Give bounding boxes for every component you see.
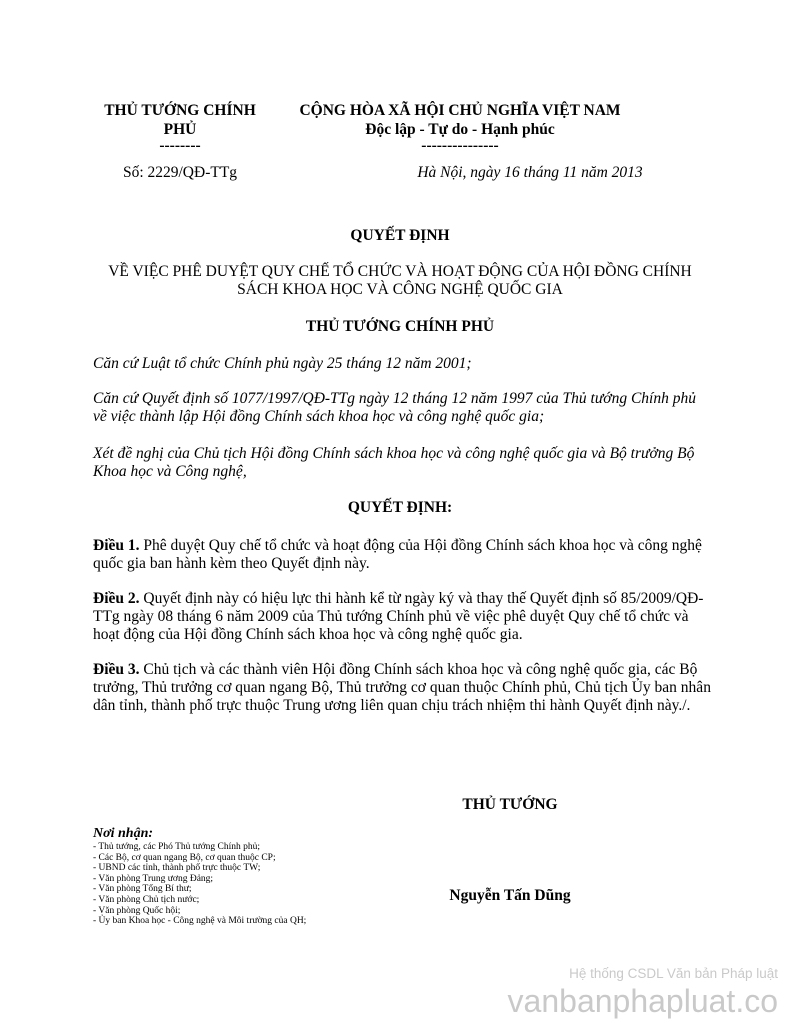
recipients-heading: Nơi nhận: (93, 826, 154, 841)
issuer-rule: -------- (159, 137, 201, 154)
nation-block (275, 101, 645, 153)
article-text: Phê duyệt Quy chế tổ chức và hoạt động của Hội đồng Chính sách khoa học và công nghệ quốc gia ban hành kèm theo Quyết định này. (93, 537, 702, 572)
article-1 (93, 537, 713, 573)
recipient-item: - Thủ tướng, các Phó Thủ tướng Chính phủ; (93, 842, 260, 852)
recipient-item: - Văn phòng Trung ương Đảng; (93, 873, 214, 884)
motto-rule: --------------- (421, 137, 499, 154)
recipient-item: - Văn phòng Chủ tịch nước; (93, 894, 200, 905)
recipient-item: - Văn phòng Tổng Bí thư; (93, 884, 192, 895)
article-label: Điều 3. (93, 661, 140, 678)
watermark-caption: Hệ thống CSDL Văn bản Pháp luật (569, 966, 778, 981)
article-text: Quyết định này có hiệu lực thi hành kể từ ngày ký và thay thế Quyết định số 85/2009/QĐ-TTg ngày 08 tháng 6 năm 2009 của Thủ tướng Chính phủ về việc phê duyệt Quy chế tổ chức và hoạt động của Hội đồng Chính sách khoa học và công nghệ quốc gia. (93, 590, 704, 643)
issuer-line-2: PHỦ (163, 121, 197, 138)
nation-name: CỘNG HÒA XÃ HỘI CHỦ NGHĨA VIỆT NAM (299, 102, 621, 119)
issuer-block (90, 101, 270, 153)
preamble-3: Xét đề nghị của Chủ tịch Hội đồng Chính sách khoa học và công nghệ quốc gia và Bộ trưởng Bộ Khoa học và Công nghệ, (93, 445, 695, 480)
recipient-item: - Các Bộ, cơ quan ngang Bộ, cơ quan thuộc CP; (93, 852, 276, 863)
issuer-line-1: THỦ TƯỚNG CHÍNH (104, 102, 256, 119)
document-type: QUYẾT ĐỊNH (350, 227, 450, 244)
preamble-1: Căn cứ Luật tổ chức Chính phủ ngày 25 tháng 12 năm 2001; (93, 355, 472, 372)
subject-line-2: SÁCH KHOA HỌC VÀ CÔNG NGHỆ QUỐC GIA (237, 281, 563, 298)
document-number: Số: 2229/QĐ-TTg (122, 164, 238, 181)
document-subject (60, 263, 740, 299)
recipient-item: - UBND các tỉnh, thành phố trực thuộc TW; (93, 863, 261, 874)
recipient-item: - Văn phòng Quốc hội; (93, 905, 181, 916)
recipients-list (93, 842, 306, 927)
subject-line-1: VỀ VIỆC PHÊ DUYỆT QUY CHẾ TỔ CHỨC VÀ HOẠT ĐỘNG CỦA HỘI ĐỒNG CHÍNH (108, 263, 692, 280)
preamble-2: Căn cứ Quyết định số 1077/1997/QĐ-TTg ngày 12 tháng 12 năm 1997 của Thủ tướng Chính phủ về việc thành lập Hội đồng Chính sách khoa học và công nghệ quốc gia; (93, 390, 696, 425)
article-3 (93, 661, 713, 715)
signer-name: Nguyễn Tấn Dũng (449, 887, 571, 904)
watermark-site: vanbanphapluat.co (507, 983, 778, 1019)
national-motto: Độc lập - Tự do - Hạnh phúc (365, 121, 555, 138)
article-label: Điều 1. (93, 537, 140, 554)
decision-heading: QUYẾT ĐỊNH: (347, 499, 453, 516)
signature-title: THỦ TƯỚNG (462, 796, 558, 813)
article-text: Chủ tịch và các thành viên Hội đồng Chính sách khoa học và công nghệ quốc gia, các Bộ trưởng, Thủ trưởng cơ quan ngang Bộ, Thủ trưởng cơ quan thuộc Chính phủ, Chủ tịch Ủy ban nhân dân tỉnh, thành phố trực thuộc Trung ương liên quan chịu trách nhiệm thi hành Quyết định này./. (93, 661, 711, 714)
issuing-authority: THỦ TƯỚNG CHÍNH PHỦ (305, 318, 495, 335)
place-and-date: Hà Nội, ngày 16 tháng 11 năm 2013 (417, 164, 643, 181)
article-label: Điều 2. (93, 590, 140, 607)
recipient-item: - Ủy ban Khoa học - Công nghệ và Môi trường của QH; (93, 916, 307, 927)
article-2 (93, 590, 713, 644)
